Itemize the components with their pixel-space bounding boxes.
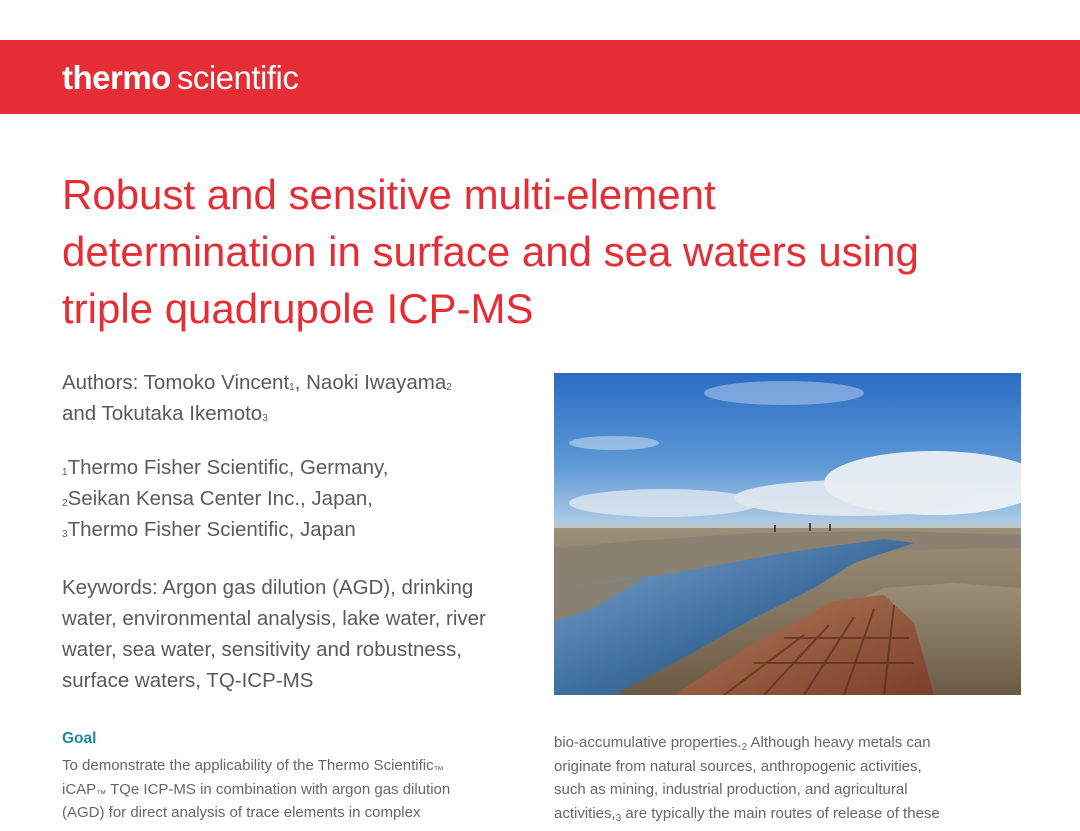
intro-paragraph bbox=[554, 731, 1024, 825]
citation-marker: 3 bbox=[615, 812, 622, 824]
trademark-mark: ™ bbox=[96, 788, 107, 800]
trademark-mark: ™ bbox=[433, 765, 444, 776]
coastal-mudflat-photo bbox=[554, 373, 1021, 695]
title-line-3: triple quadrupole ICP-MS bbox=[62, 285, 534, 332]
affiliation-1: Thermo Fisher Scientific, Germany, bbox=[67, 456, 389, 479]
title-line-1: Robust and sensitive multi-element bbox=[62, 171, 716, 218]
goal-paragraph bbox=[62, 754, 532, 825]
author-3-affiliation-marker: 3 bbox=[262, 413, 268, 424]
affiliation-marker: 2 bbox=[62, 498, 68, 509]
affiliation-marker: 1 bbox=[62, 467, 68, 478]
logo-word-scientific: scientific bbox=[176, 59, 299, 96]
authors-line-1: Authors: Tomoko Vincent bbox=[62, 371, 290, 394]
author-1-affiliation-marker: 1 bbox=[289, 382, 295, 393]
authors-line-2: and Tokutaka Ikemoto bbox=[62, 402, 263, 425]
affiliation-marker: 3 bbox=[62, 529, 68, 540]
intro-line-4-start: activities, bbox=[554, 804, 616, 822]
title-line-2: determination in surface and sea waters using bbox=[62, 228, 919, 275]
intro-line-4-end: are typically the main routes of release of these bbox=[621, 804, 940, 822]
intro-line-1-start: bio-accumulative properties. bbox=[554, 734, 742, 751]
thermo-scientific-logo bbox=[62, 58, 298, 98]
goal-line-1: To demonstrate the applicability of the Thermo Scientific bbox=[62, 757, 434, 774]
intro-line-1-end: Although heavy metals can bbox=[747, 734, 931, 751]
goal-heading: Goal bbox=[62, 730, 97, 747]
citation-marker: 2 bbox=[741, 742, 748, 753]
logo-word-thermo: thermo bbox=[62, 59, 171, 96]
author-2-affiliation-marker: 2 bbox=[446, 382, 452, 393]
intro-line-2: originate from natural sources, anthropogenic activities, bbox=[554, 757, 922, 775]
affiliations-block bbox=[62, 452, 532, 545]
affiliation-3: Thermo Fisher Scientific, Japan bbox=[67, 518, 356, 541]
goal-line-3: (AGD) for direct analysis of trace elements in complex bbox=[62, 804, 421, 821]
keywords-block: Keywords: Argon gas dilution (AGD), drinking water, environmental analysis, lake water, river water, sea water, sensitivity and robustness, surface waters, TQ-ICP-MS bbox=[62, 576, 486, 692]
goal-line-2-end: TQe ICP-MS in combination with argon gas dilution bbox=[106, 780, 451, 798]
authors-block bbox=[62, 367, 532, 429]
affiliation-2: Seikan Kensa Center Inc., Japan, bbox=[67, 487, 373, 510]
document-title bbox=[62, 166, 1052, 337]
intro-line-3: such as mining, industrial production, and agricultural bbox=[554, 781, 908, 798]
authors-line-1-cont: , Naoki Iwayama bbox=[294, 371, 447, 394]
goal-line-2-start: iCAP bbox=[62, 780, 97, 798]
